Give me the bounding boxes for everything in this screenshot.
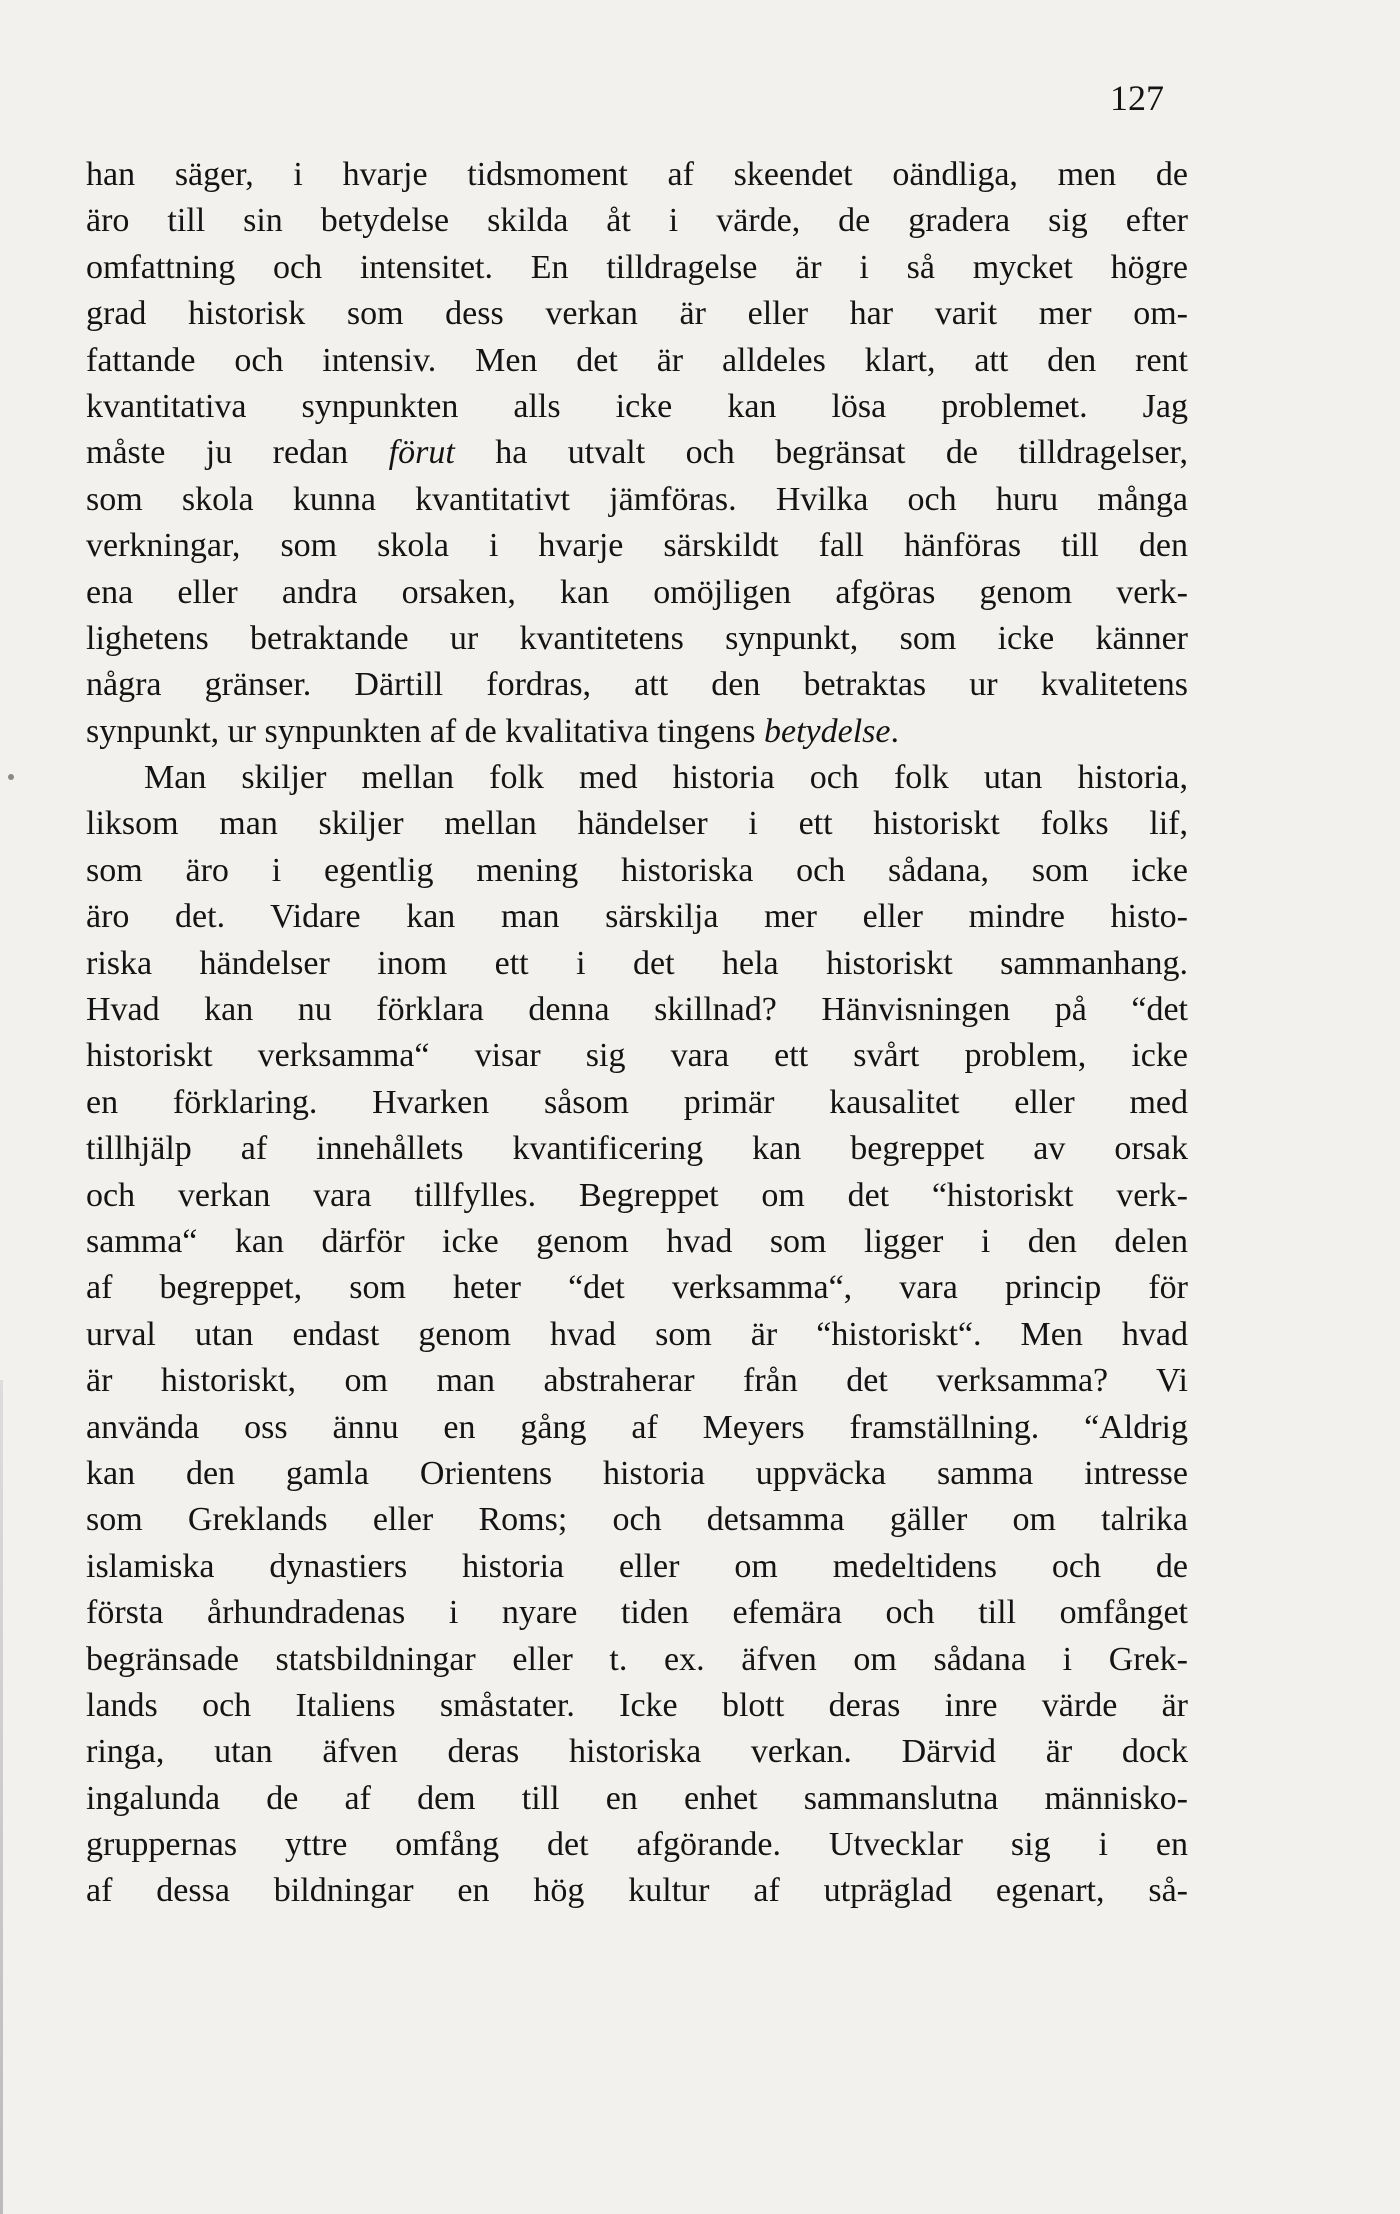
text-line: ena eller andra orsaken, kan omöjligen afgöras genom verk- — [86, 573, 1188, 611]
text-line: islamiska dynastiers historia eller om medeltidens och de — [86, 1547, 1188, 1585]
text-line: riska händelser inom ett i det hela historiskt sammanhang. — [86, 944, 1188, 982]
text-line: äro till sin betydelse skilda åt i värde, de gradera sig efter — [86, 202, 1188, 240]
text-line: omfattning och intensitet. En tilldragelse är i så mycket högre — [86, 248, 1188, 286]
text-line: ringa, utan äfven deras historiska verkan. Därvid är dock — [86, 1733, 1188, 1771]
text-line: gruppernas yttre omfång det afgörande. Utvecklar sig i en — [86, 1826, 1188, 1864]
text-line: af dessa bildningar en hög kultur af utpräglad egenart, så- — [86, 1872, 1188, 1910]
text-line: liksom man skiljer mellan händelser i ett historiskt folks lif, — [86, 805, 1188, 843]
text-line: en förklaring. Hvarken såsom primär kausalitet eller med — [86, 1083, 1188, 1121]
text-line: af begreppet, som heter “det verksamma“, vara princip för — [86, 1269, 1188, 1307]
text-line: lighetens betraktande ur kvantitetens synpunkt, som icke känner — [86, 619, 1188, 657]
text-line: kan den gamla Orientens historia uppväcka samma intresse — [86, 1454, 1188, 1492]
emphasis: betydelse — [764, 712, 891, 750]
text-line: urval utan endast genom hvad som är “historiskt“. Men hvad — [86, 1315, 1188, 1353]
text-line: som äro i egentlig mening historiska och sådana, som icke — [86, 851, 1188, 889]
page-number: 127 — [1110, 78, 1164, 118]
text-line: begränsade statsbildningar eller t. ex. äfven om sådana i Grek- — [86, 1640, 1188, 1678]
text-line: ingalunda de af dem till en enhet sammanslutna människo- — [86, 1779, 1188, 1817]
text-line-paragraph-start: Man skiljer mellan folk med historia och folk utan historia, — [144, 759, 1188, 797]
text-line: han säger, i hvarje tidsmoment af skeendet oändliga, men de — [86, 156, 1188, 193]
text-line: tillhjälp af innehållets kvantificering kan begreppet av orsak — [86, 1130, 1188, 1168]
margin-mark — [8, 774, 14, 780]
emphasis: förut — [388, 434, 455, 472]
text-line: synpunkt, ur synpunkten af de kvalitativa tingens betydelse. — [86, 712, 899, 750]
body-text — [86, 152, 1188, 1915]
text-line: kvantitativa synpunkten alls icke kan lösa problemet. Jag — [86, 387, 1188, 425]
text-line: och verkan vara tillfylles. Begreppet om det “historiskt verk- — [86, 1176, 1188, 1214]
text-line: grad historisk som dess verkan är eller har varit mer om- — [86, 295, 1188, 333]
text-line: är historiskt, om man abstraherar från det verksamma? Vi — [86, 1362, 1188, 1400]
text-line: lands och Italiens småstater. Icke blott deras inre värde är — [86, 1686, 1188, 1724]
text-line: några gränser. Därtill fordras, att den betraktas ur kvalitetens — [86, 666, 1188, 704]
text-line: använda oss ännu en gång af Meyers framställning. “Aldrig — [86, 1408, 1188, 1446]
text-line: måste ju redan förut ha utvalt och begränsat de tilldragelser, — [86, 434, 1188, 472]
text-line: som Greklands eller Roms; och detsamma gäller om talrika — [86, 1501, 1188, 1539]
text-line: som skola kunna kvantitativt jämföras. Hvilka och huru många — [86, 480, 1188, 518]
text-line: Hvad kan nu förklara denna skillnad? Hänvisningen på “det — [86, 991, 1188, 1029]
text-line: äro det. Vidare kan man särskilja mer eller mindre histo- — [86, 898, 1188, 936]
page-edge — [0, 1380, 3, 2214]
text-line: historiskt verksamma“ visar sig vara ett svårt problem, icke — [86, 1037, 1188, 1075]
text-line: samma“ kan därför icke genom hvad som ligger i den delen — [86, 1222, 1188, 1260]
text-line: verkningar, som skola i hvarje särskildt fall hänföras till den — [86, 527, 1188, 565]
text-line: fattande och intensiv. Men det är alldeles klart, att den rent — [86, 341, 1188, 379]
text-line: första århundradenas i nyare tiden efemära och till omfånget — [86, 1594, 1188, 1632]
